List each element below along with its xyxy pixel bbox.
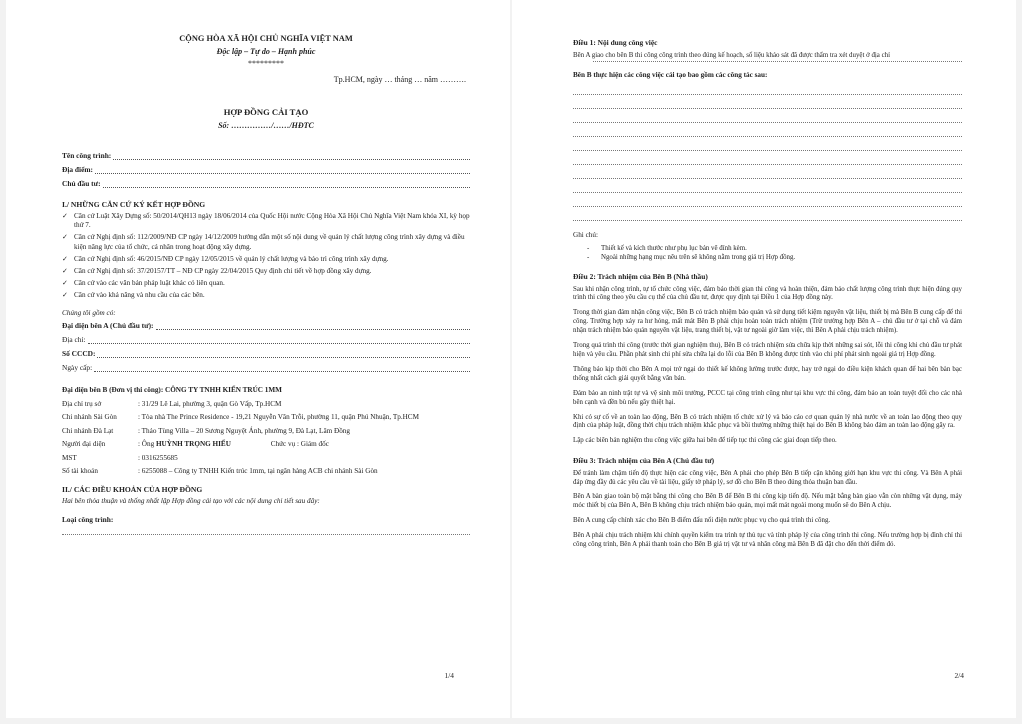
check-icon: ✓ bbox=[62, 211, 69, 220]
list-item: ✓ Căn cứ Nghị định số: 46/2015/NĐ CP ngày 12/05/2015 về quản lý chất lượng và bảo trì công trình xây dựng. bbox=[62, 254, 389, 263]
paragraph: Trong quá trình thi công (trước thời gian nghiệm thu), Bên B có trách nhiệm sửa chữa kịp thời những sai sót, lỗi thi công khi chủ đầu tư phát hiện và yêu cầu. Phần phát sinh chi phí sửa chữa lại do lỗi của Bên B không được tính vào chi phí phát sinh ngoài giá trị Hợp đồng. bbox=[573, 342, 962, 358]
party-b-row: Địa chỉ trụ sở : 31/29 Lê Lai, phường 3, quận Gò Vấp, Tp.HCM bbox=[62, 399, 282, 408]
work-type-field[interactable]: Loại công trình: bbox=[62, 514, 114, 524]
list-item: ✓ Căn cứ Luật Xây Dựng số: 50/2014/QH13 ngày 18/06/2014 của Quốc Hội nước Cộng Hòa Xã Hội Chủ Nghĩa Việt Nam khóa XI, kỳ họp thứ 7. bbox=[62, 211, 470, 230]
article-1-subtitle: Bên B thực hiện các công việc cải tạo bao gồm các công tác sau: bbox=[573, 71, 768, 80]
article-1-text: Bên A giao cho bên B thi công công trình theo đúng kế hoạch, số liệu khảo sát đã được thẩm tra xét duyệt ở địa chỉ bbox=[573, 52, 891, 60]
work-item-line[interactable] bbox=[573, 193, 962, 207]
notes-list bbox=[573, 244, 962, 262]
paragraph: Bên A phải chịu trách nhiệm khi chính quyền kiểm tra trình tự thủ tục và tính pháp lý của công trình thi công. Nếu trường hợp bị đình chỉ thi công công trình, Bên A phải thanh toán cho Bên B giá trị vật tư và nhân công mà Bên B đã đặt cho đến thời điểm đó. bbox=[573, 532, 962, 549]
party-a-issue-date-field[interactable]: Ngày cấp: bbox=[62, 363, 470, 372]
party-b-row: Chi nhánh Sài Gòn : Tòa nhà The Prince Residence - 19,21 Nguyễn Văn Trỗi, phường 11, quận Phú Nhuận, Tp.HCM bbox=[62, 413, 419, 422]
check-icon: ✓ bbox=[62, 233, 69, 242]
place-date: Tp.HCM, ngày … tháng … năm ………. bbox=[333, 75, 466, 84]
work-item-line[interactable] bbox=[573, 81, 962, 95]
paragraph: Lập các biên bản nghiệm thu công việc giữa hai bên để tiếp tục thi công các giai đoạn tiếp theo. bbox=[573, 437, 837, 445]
paragraph: Bên A bàn giao toàn bộ mặt bằng thi công cho Bên B để Bên B thi công kịp tiến độ. Nếu mặt bằng bàn giao vẫn còn những vật dụng, máy móc thiết bị của Bên A, Bên B không chịu trách nhiệm bảo quản, mọi mất mát ngoài mong muốn sẽ do Bên A chịu. bbox=[573, 493, 962, 510]
paragraph: Thông báo kịp thời cho Bên A mọi trở ngại do thiết kế không lường trước được, hay trở ngại do điều kiện khách quan để hai bên bàn bạc thống nhất cách giải quyết bằng văn bản. bbox=[573, 365, 962, 382]
article-3-body bbox=[573, 470, 962, 550]
paragraph: Khi có sự cố về an toàn lao động, Bên B có trách nhiệm tổ chức xử lý và báo cáo cơ quan quản lý nhà nước về an toàn lao động theo quy định của pháp luật, đồng thời chịu trách nhiệm khắc phục và bồi thường những thiệt hại do Bên B không bảo đảm an toàn lao động gây ra. bbox=[573, 413, 962, 430]
project-name-field[interactable]: Tên công trình: bbox=[62, 151, 470, 160]
work-item-line[interactable] bbox=[573, 151, 962, 165]
motto: Độc lập – Tự do – Hạnh phúc bbox=[216, 47, 316, 56]
article-2-title: Điều 2: Trách nhiệm của Bên B (Nhà thầu) bbox=[573, 272, 708, 282]
list-item: ✓ Căn cứ vào khả năng và nhu cầu của các bên. bbox=[62, 291, 205, 300]
party-a-fields bbox=[62, 321, 470, 372]
work-item-line[interactable] bbox=[573, 109, 962, 123]
nation-heading: CỘNG HÒA XÃ HỘI CHỦ NGHĨA VIỆT NAM bbox=[179, 34, 353, 43]
check-icon: ✓ bbox=[62, 266, 69, 275]
article-3-title: Điều 3: Trách nhiệm của Bên A (Chủ đầu tư) bbox=[573, 456, 715, 466]
list-item: - Ngoài những hạng mục nêu trên sẽ không nằm trong giá trị Hợp đồng. bbox=[587, 254, 796, 262]
work-items-lines bbox=[573, 81, 962, 221]
work-item-line[interactable] bbox=[573, 123, 962, 137]
work-item-line[interactable] bbox=[573, 165, 962, 179]
document-page-2 bbox=[512, 0, 1016, 718]
list-item: ✓ Căn cứ Nghị định số: 112/2009/NĐ CP ngày 14/12/2009 hướng dẫn một số nội dung về quản lý chất lượng công trình xây dựng và điều kiện năng lực của tổ chức, cá nhân trong hoạt động xây dựng. bbox=[62, 233, 465, 251]
list-item: ✓ Căn cứ Nghị định số: 37/20157/TT – NĐ CP ngày 22/04/2015 Quy định chi tiết về hợp đồng xây dựng. bbox=[62, 266, 372, 275]
bank-account-row: Số tài khoản : 6255088 – Công ty TNHH Kiến trúc 1mm, tại ngân hàng ACB chi nhánh Sài Gòn bbox=[62, 467, 378, 476]
article-1-title: Điều 1: Nội dung công việc bbox=[573, 38, 658, 47]
check-icon: ✓ bbox=[62, 291, 69, 300]
legal-bases-list bbox=[62, 212, 470, 301]
section-1-title: I./ NHỮNG CĂN CỨ KÝ KẾT HỢP ĐỒNG bbox=[62, 200, 206, 209]
contract-title: HỢP ĐỒNG CẢI TẠO bbox=[223, 107, 309, 117]
section-2-title: II./ CÁC ĐIỀU KHOẢN CỦA HỢP ĐỒNG bbox=[62, 484, 203, 494]
project-fields bbox=[62, 151, 470, 188]
party-b-title: Đại diện bên B (Đơn vị thi công): CÔNG TY TNHH KIẾN TRÚC 1MM bbox=[62, 386, 282, 395]
work-item-line[interactable] bbox=[573, 137, 962, 151]
representative-row: Người đại diện : Ông HUỲNH TRỌNG HIẾU Chức vụ : Giám đốc bbox=[62, 440, 329, 449]
representative-position: Chức vụ : Giám đốc bbox=[270, 440, 329, 449]
work-type-line[interactable] bbox=[62, 524, 470, 535]
list-item: ✓ Căn cứ vào các văn bản pháp luật khác có liên quan. bbox=[62, 279, 225, 288]
work-item-line[interactable] bbox=[573, 179, 962, 193]
we-are-label: Chúng tôi gồm có: bbox=[62, 308, 116, 317]
paragraph: Để tránh làm chậm tiến độ thực hiện các công việc, Bên A phải cho phép Bên B tiếp cận không giới hạn khu vực thi công. Và Bên A phải đáp ứng đầy đủ các yêu cầu về tài liệu, giấy tờ pháp lý, sơ đồ cho Bên B theo đúng thỏa thuận ban đầu. bbox=[573, 469, 962, 486]
list-item: - Thiết kế và kích thước như phụ lục bản vẽ đính kèm. bbox=[587, 245, 747, 253]
paragraph: Bên A cung cấp chính xác cho Bên B điểm đấu nối điện nước phục vụ cho quá trình thi công. bbox=[573, 517, 831, 525]
check-icon: ✓ bbox=[62, 279, 69, 288]
party-b-row: Chi nhánh Đà Lạt : Thảo Tùng Villa – 20 Sương Nguyệt Ánh, phường 9, Đà Lạt, Lâm Đồng bbox=[62, 426, 350, 435]
work-item-line[interactable] bbox=[573, 207, 962, 221]
page-number: 1/4 bbox=[444, 671, 454, 680]
party-a-id-field[interactable]: Số CCCD: bbox=[62, 349, 470, 358]
investor-field[interactable]: Chủ đầu tư: bbox=[62, 179, 470, 188]
page-number: 2/4 bbox=[954, 671, 964, 680]
paragraph: Sau khi nhận công trình, tự tổ chức công việc, đảm bảo thời gian thi công và hoàn thiện, đảm bảo chất lượng công trình thực hiện đúng quy trình thi công theo yêu cầu cụ thể của chủ đầu tư, được quy định tại Điều 1 của Hợp đồng này. bbox=[573, 285, 962, 302]
representative-name: HUỲNH TRỌNG HIẾU bbox=[155, 440, 231, 449]
note-label: Ghi chú: bbox=[573, 230, 598, 239]
article-2-body bbox=[573, 286, 962, 447]
contract-number: Số: ……………/……/HĐTC bbox=[218, 121, 314, 130]
document-page-1 bbox=[6, 0, 510, 718]
party-a-address-field[interactable]: Địa chỉ: bbox=[62, 335, 470, 344]
stars-divider: ********* bbox=[248, 59, 284, 68]
tax-code-row: MST : 0316255685 bbox=[62, 453, 178, 462]
location-field[interactable]: Địa điểm: bbox=[62, 165, 470, 174]
section-2-intro: Hai bên thỏa thuận và thống nhất lập Hợp đồng cải tạo với các nội dung chi tiết sau đây: bbox=[62, 496, 320, 505]
party-b-details bbox=[62, 400, 470, 477]
party-a-rep-field[interactable]: Đại diện bên A (Chủ đầu tư): bbox=[62, 321, 470, 330]
paragraph: Đảm bảo an ninh trật tự và vệ sinh môi trường, PCCC tại công trình cũng như tại khu vực thi công, đảm bảo an toàn tuyệt đối cho các nhà bên cạnh và đền bù nếu gây thiệt hại. bbox=[573, 389, 962, 406]
work-item-line[interactable] bbox=[573, 95, 962, 109]
paragraph: Trong thời gian đảm nhận công việc, Bên B có trách nhiệm bảo quản và sử dụng tiết kiệm nguyên vật liệu, thiết bị mà Bên B cung cấp để thi công. Trường hợp xảy ra hư hỏng, mất mát Bên B phải chịu hoàn toàn trách nhiệm (Trừ trường hợp Bên A – chủ đầu tư ở tại chỗ và đảm nhận trách nhiệm bảo quản nguyên vật liệu, trang thiết bị, vật tư ngoài giờ làm việc, thì Bên A phải chịu trách nhiệm). bbox=[573, 309, 962, 335]
check-icon: ✓ bbox=[62, 254, 69, 263]
